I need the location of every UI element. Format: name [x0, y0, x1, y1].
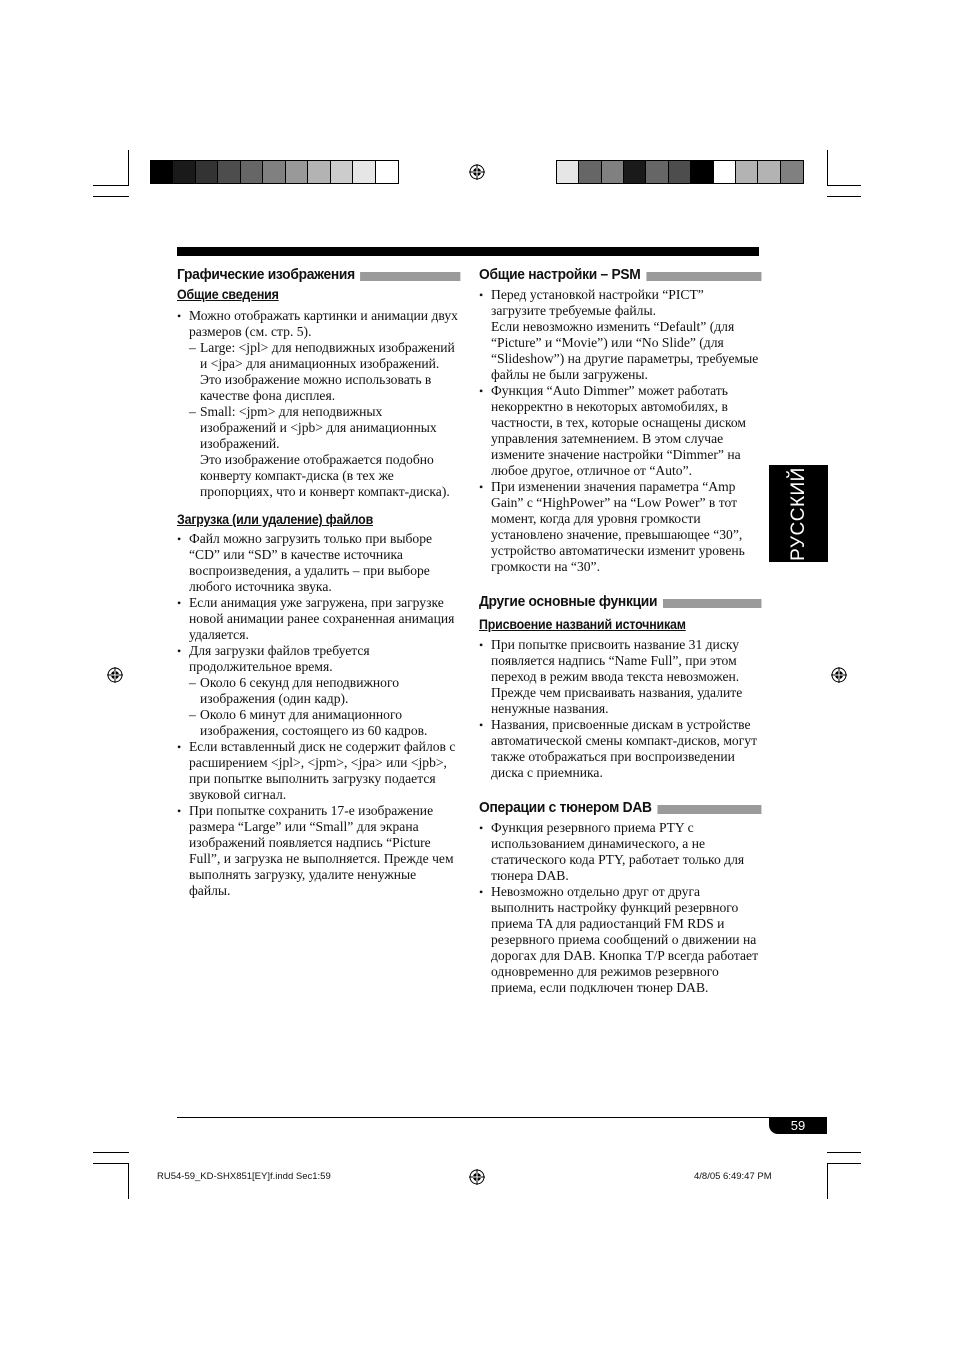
color-swatch — [624, 161, 646, 183]
color-swatch — [736, 161, 758, 183]
color-bar-left — [150, 160, 399, 184]
list-item: • При попытке сохранить 17-е изображение размера “Large” или “Small” для экрана изображений появляется надпись “Picture Full”, и загрузка не выполняется. Прежде чем выполнять загрузку, удалите ненужные файлы. — [177, 803, 460, 899]
list-item: • Названия, присвоенные дискам в устройстве автоматической смены компакт-дисков, могут также отображаться при воспроизведении диска с приемника. — [479, 717, 761, 781]
color-swatch — [781, 161, 803, 183]
crop-mark — [827, 1163, 861, 1164]
list-item — [479, 287, 761, 383]
dash-item-note: Это изображение отображается подобно конверту компакт-диска (в тех же пропорциях, что и конверт компакт-диска). — [200, 452, 450, 499]
dash-item: – Около 6 минут для анимационного изображения, состоящего из 60 кадров. — [189, 707, 460, 739]
color-swatch — [218, 161, 240, 183]
list-item-text: Если невозможно изменить “Default” (для “Picture” и “Movie”) или “No Slide” (для “Slideshow”) на другие параметры, требуемые файлы не были загружены. — [491, 319, 759, 382]
list-item-text: • Для загрузки файлов требуется продолжительное время. — [189, 643, 370, 674]
color-swatch — [669, 161, 691, 183]
section-heading-text: Графические изображения — [177, 266, 355, 283]
heading-bar — [663, 599, 761, 608]
color-swatch — [263, 161, 285, 183]
crop-mark — [827, 1152, 861, 1153]
crop-mark — [827, 150, 828, 186]
registration-mark-icon — [469, 1169, 485, 1185]
right-column — [479, 266, 761, 996]
crop-mark — [93, 1163, 129, 1164]
list-item: • При изменении значения параметра “Amp Gain” с “HighPower” на “Low Power” в тот момент, когда для уровня громкости установлено значение, превышающее “30”, устройство автоматически изменит уровень громкости на “30”. — [479, 479, 761, 575]
list-item: • При попытке присвоить название 31 диску появляется надпись “Name Full”, при этом переход в режим ввода текста невозможен. Прежде чем присваивать названия, удалите ненужные названия. — [479, 637, 761, 717]
color-swatch — [557, 161, 579, 183]
heading-bar — [646, 272, 761, 281]
subheading: Присвоение названий источникам — [479, 617, 686, 632]
section-heading — [479, 799, 761, 817]
heading-bar — [657, 805, 761, 814]
list-item-text: • Можно отображать картинки и анимации двух размеров (см. стр. 5). — [189, 308, 458, 339]
top-rule — [177, 247, 759, 256]
list-item: • Файл можно загрузить только при выборе “CD” или “SD” в качестве источника воспроизведения, а удалить – при выборе любого источника звука. — [177, 531, 460, 595]
color-swatch — [331, 161, 353, 183]
color-swatch — [151, 161, 173, 183]
color-swatch — [308, 161, 330, 183]
crop-mark — [128, 150, 129, 186]
list-item — [177, 643, 460, 739]
section-heading — [479, 593, 761, 611]
crop-mark — [93, 196, 129, 197]
dash-item: – Около 6 секунд для неподвижного изображения (один кадр). — [189, 675, 460, 707]
color-swatch — [196, 161, 218, 183]
footer-timestamp: 4/8/05 6:49:47 PM — [694, 1171, 772, 1182]
footer-file-info: RU54-59_KD-SHX851[EY]f.indd Sec1:59 — [157, 1171, 331, 1182]
color-swatch — [758, 161, 780, 183]
dash-item: – Small: <jpm> для неподвижных изображений и <jpb> для анимационных изображений. — [189, 404, 460, 452]
color-swatch — [691, 161, 713, 183]
registration-mark-icon — [831, 667, 847, 683]
crop-mark — [827, 185, 861, 186]
dash-item: – Large: <jpl> для неподвижных изображений и <jpa> для анимационных изображений. — [189, 340, 460, 372]
color-bar-right — [556, 160, 804, 184]
color-swatch — [714, 161, 736, 183]
subheading: Общие сведения — [177, 287, 279, 302]
section-heading-text: Операции с тюнером DAB — [479, 799, 652, 816]
page-number: 59 — [769, 1117, 827, 1134]
language-tab — [769, 465, 828, 562]
color-swatch — [353, 161, 375, 183]
color-swatch — [579, 161, 601, 183]
color-swatch — [241, 161, 263, 183]
list-item: • Невозможно отдельно друг от друга выполнить настройку функций резервного приема TA для радиостанций FM RDS и резервного приема сообщений о движении на дорогах для DAB. Кнопка T/P всегда работает одновременно для режимов резервного приема, если подключен тюнер DAB. — [479, 884, 761, 996]
language-tab-label: РУССКИЙ — [787, 466, 809, 561]
registration-mark-icon — [107, 667, 123, 683]
bottom-rule — [177, 1117, 827, 1118]
section-heading — [177, 266, 460, 284]
color-swatch — [376, 161, 398, 183]
crop-mark — [93, 1152, 129, 1153]
color-swatch — [286, 161, 308, 183]
left-column — [177, 266, 460, 899]
list-item — [177, 308, 460, 500]
crop-mark — [93, 185, 129, 186]
subheading: Загрузка (или удаление) файлов — [177, 512, 374, 527]
section-heading-text: Другие основные функции — [479, 593, 658, 610]
list-item: • Функция “Auto Dimmer” может работать некорректно в некоторых автомобилях, в частности, в тех, которые оснащены диском управления затемнением. В этом случае измените значение настройки “Dimmer” на любое другое, отличное от “Auto”. — [479, 383, 761, 479]
section-heading — [479, 266, 761, 284]
list-item: • Если вставленный диск не содержит файлов с расширением <jpl>, <jpm>, <jpa> или <jpb>, при попытке выполнить загрузку подается звуковой сигнал. — [177, 739, 460, 803]
crop-mark — [827, 196, 861, 197]
color-swatch — [173, 161, 195, 183]
list-item-text: • Перед установкой настройки “PICT” загрузите требуемые файлы. — [491, 287, 704, 318]
list-item: • Если анимация уже загружена, при загрузке новой анимации ранее сохраненная анимация удаляется. — [177, 595, 460, 643]
crop-mark — [128, 1163, 129, 1199]
crop-mark — [827, 1163, 828, 1199]
color-swatch — [646, 161, 668, 183]
list-item: • Функция резервного приема PTY с использованием динамического, а не статического кода PTY, работает только для тюнера DAB. — [479, 820, 761, 884]
dash-item-note: Это изображение можно использовать в качестве фона дисплея. — [200, 372, 432, 403]
section-heading-text: Общие настройки – PSM — [479, 266, 641, 283]
registration-mark-icon — [469, 164, 485, 180]
heading-bar — [360, 272, 460, 281]
color-swatch — [602, 161, 624, 183]
